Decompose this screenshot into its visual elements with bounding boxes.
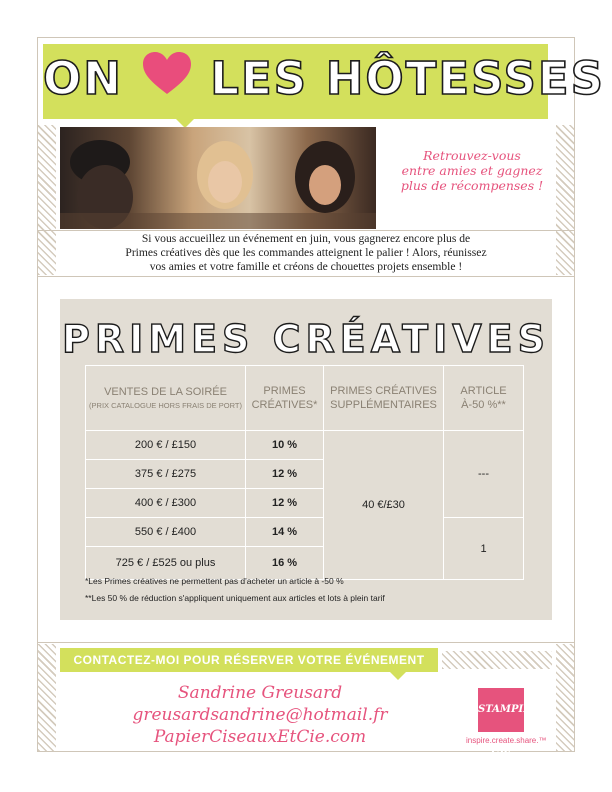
intro-text xyxy=(88,232,524,274)
header-extra-line: PRIMES CRÉATIVES xyxy=(330,385,437,397)
header-sales xyxy=(86,366,246,431)
tagline xyxy=(392,148,552,193)
hatch-right-bottom xyxy=(556,644,574,751)
cell-sales: 200 € / £150 xyxy=(86,431,246,460)
header-extra xyxy=(324,366,444,431)
header-article-line: À-50 %** xyxy=(461,399,506,411)
cell-sales: 400 € / £300 xyxy=(86,489,246,518)
hatch-left-top xyxy=(38,125,56,275)
header-primes xyxy=(246,366,324,431)
contact-speech-tail xyxy=(390,672,406,680)
contact-bar-text: CONTACTEZ-MOI POUR RÉSERVER VOTRE ÉVÉNEMENT xyxy=(73,653,425,667)
tagline-line: Retrouvez-vous xyxy=(423,148,521,163)
table-header-row xyxy=(86,366,524,431)
tagline-line: plus de récompenses ! xyxy=(400,178,544,193)
cell-extra: 40 €/£30 xyxy=(324,431,444,580)
header-sales-label: VENTES DE LA SOIRÉE xyxy=(104,386,227,398)
footnote-primes: *Les Primes créatives ne permettent pas d'acheter un article à -50 % xyxy=(85,576,344,586)
header-primes-line: CRÉATIVES* xyxy=(251,399,318,411)
cell-primes: 12 % xyxy=(246,460,324,489)
header-primes-line: PRIMES xyxy=(263,385,306,397)
cell-article-dash: --- xyxy=(444,431,524,518)
cell-sales: 375 € / £275 xyxy=(86,460,246,489)
intro-line: vos amies et votre famille et créons de chouettes projets ensemble ! xyxy=(149,260,463,273)
header-extra-line: SUPPLÉMENTAIRES xyxy=(330,399,437,411)
divider-top xyxy=(38,230,574,231)
table-row xyxy=(86,518,524,547)
rewards-table xyxy=(85,365,524,580)
divider-bottom xyxy=(38,642,574,643)
cell-primes: 10 % xyxy=(246,431,324,460)
header-article xyxy=(444,366,524,431)
table-row xyxy=(86,431,524,460)
cell-article-one: 1 xyxy=(444,518,524,580)
intro-line: Si vous accueillez un événement en juin, vous gagnerez encore plus de xyxy=(141,232,471,245)
cell-sales: 725 € / £525 ou plus xyxy=(86,547,246,580)
contact-name: Sandrine Greusard xyxy=(177,683,343,703)
tagline-line: entre amies et gagnez xyxy=(401,163,543,178)
cell-primes: 16 % xyxy=(246,547,324,580)
cell-primes: 12 % xyxy=(246,489,324,518)
stampin-up-logo: STAMPIN' UP! xyxy=(478,688,524,732)
hatch-contact-bar xyxy=(442,651,552,669)
header-sales-sub: (PRIX CATALOGUE HORS FRAIS DE PORT) xyxy=(89,401,242,410)
divider-middle xyxy=(38,276,574,277)
contact-email[interactable]: greusardsandrine@hotmail.fr xyxy=(132,705,388,725)
footnote-discount: **Les 50 % de réduction s'appliquent uniquement aux articles et lots à plein tarif xyxy=(85,593,385,603)
hostess-photo xyxy=(60,127,376,229)
panel-title: PRIMES CRÉATIVES xyxy=(62,317,550,361)
banner-left-word: ON xyxy=(43,52,123,105)
heart-icon xyxy=(141,50,193,107)
banner-right-word: LES HÔTESSES xyxy=(210,52,606,105)
contact-website[interactable]: PapierCiseauxEtCie.com xyxy=(153,727,367,747)
intro-line: Primes créatives dès que les commandes atteignent le palier ! Alors, réunissez xyxy=(125,246,487,259)
cell-primes: 14 % xyxy=(246,518,324,547)
hatch-left-bottom xyxy=(38,644,56,751)
banner-title xyxy=(43,52,606,111)
title-banner xyxy=(43,44,606,119)
header-article-line: ARTICLE xyxy=(460,385,507,397)
hatch-right-top xyxy=(556,125,574,275)
contact-bar xyxy=(60,648,438,672)
cell-sales: 550 € / £400 xyxy=(86,518,246,547)
logo-tagline: inspire.create.share.™ xyxy=(466,736,547,745)
